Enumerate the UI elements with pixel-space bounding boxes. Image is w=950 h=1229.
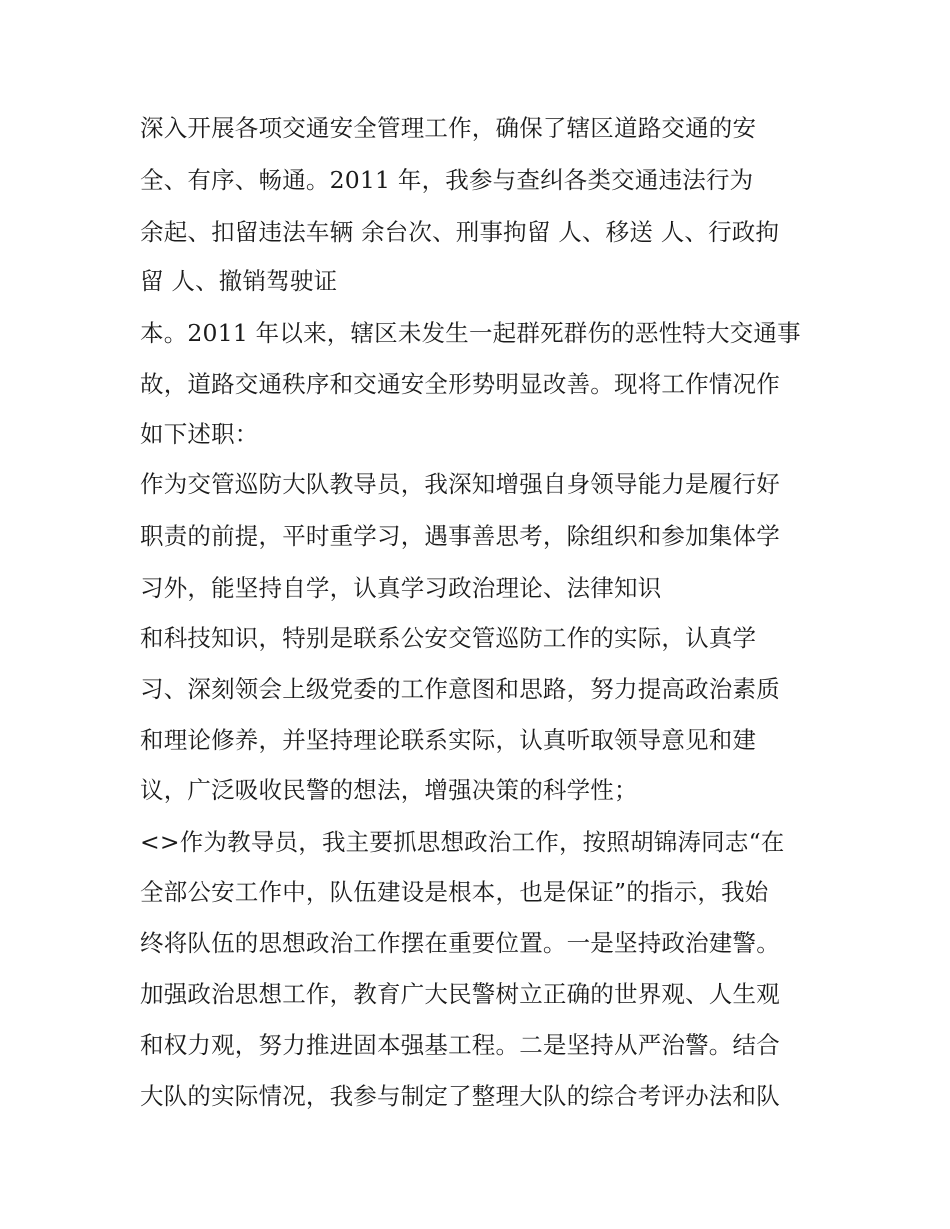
text-line: 和理论修养，并坚持理论联系实际，认真听取领导意见和建 bbox=[140, 726, 757, 754]
text-line: 余起、扣留违法车辆 余台次、刑事拘留 人、移送 人、行政拘 bbox=[140, 218, 780, 246]
text-line: 本。2011 年以来，辖区未发生一起群死群伤的恶性特大交通事 bbox=[140, 319, 801, 347]
text-line: 全、有序、畅通。2011 年，我参与查纠各类交通违法行为 bbox=[140, 166, 754, 194]
text-line: 加强政治思想工作，教育广大民警树立正确的世界观、人生观 bbox=[140, 980, 780, 1008]
text-line: 深入开展各项交通安全管理工作，确保了辖区道路交通的安 bbox=[140, 114, 757, 142]
text-line: 习外，能坚持自学，认真学习政治理论、法律知识 bbox=[140, 574, 662, 602]
text-line: 习、深刻领会上级党委的工作意图和思路，努力提高政治素质 bbox=[140, 675, 780, 703]
text-line: 议，广泛吸收民警的想法，增强决策的科学性； bbox=[140, 776, 638, 804]
text-line: 故，道路交通秩序和交通安全形势明显改善。现将工作情况作 bbox=[140, 370, 780, 398]
text-line: 全部公安工作中，队伍建设是根本，也是保证”的指示，我始 bbox=[140, 878, 769, 906]
text-line: 大队的实际情况，我参与制定了整理大队的综合考评办法和队 bbox=[140, 1082, 780, 1110]
text-line: 和科技知识，特别是联系公安交管巡防工作的实际，认真学 bbox=[140, 624, 757, 652]
text-line: <>作为教导员，我主要抓思想政治工作，按照胡锦涛同志“在 bbox=[140, 828, 785, 856]
text-line: 和权力观，努力推进固本强基工程。二是坚持从严治警。结合 bbox=[140, 1031, 780, 1059]
text-line: 终将队伍的思想政治工作摆在重要位置。一是坚持政治建警。 bbox=[140, 929, 780, 957]
text-line: 作为交管巡防大队教导员，我深知增强自身领导能力是履行好 bbox=[140, 470, 780, 498]
text-line: 留 人、撤销驾驶证 bbox=[140, 267, 338, 295]
text-line: 职责的前提，平时重学习，遇事善思考，除组织和参加集体学 bbox=[140, 522, 780, 550]
text-line: 如下述职： bbox=[140, 420, 259, 448]
